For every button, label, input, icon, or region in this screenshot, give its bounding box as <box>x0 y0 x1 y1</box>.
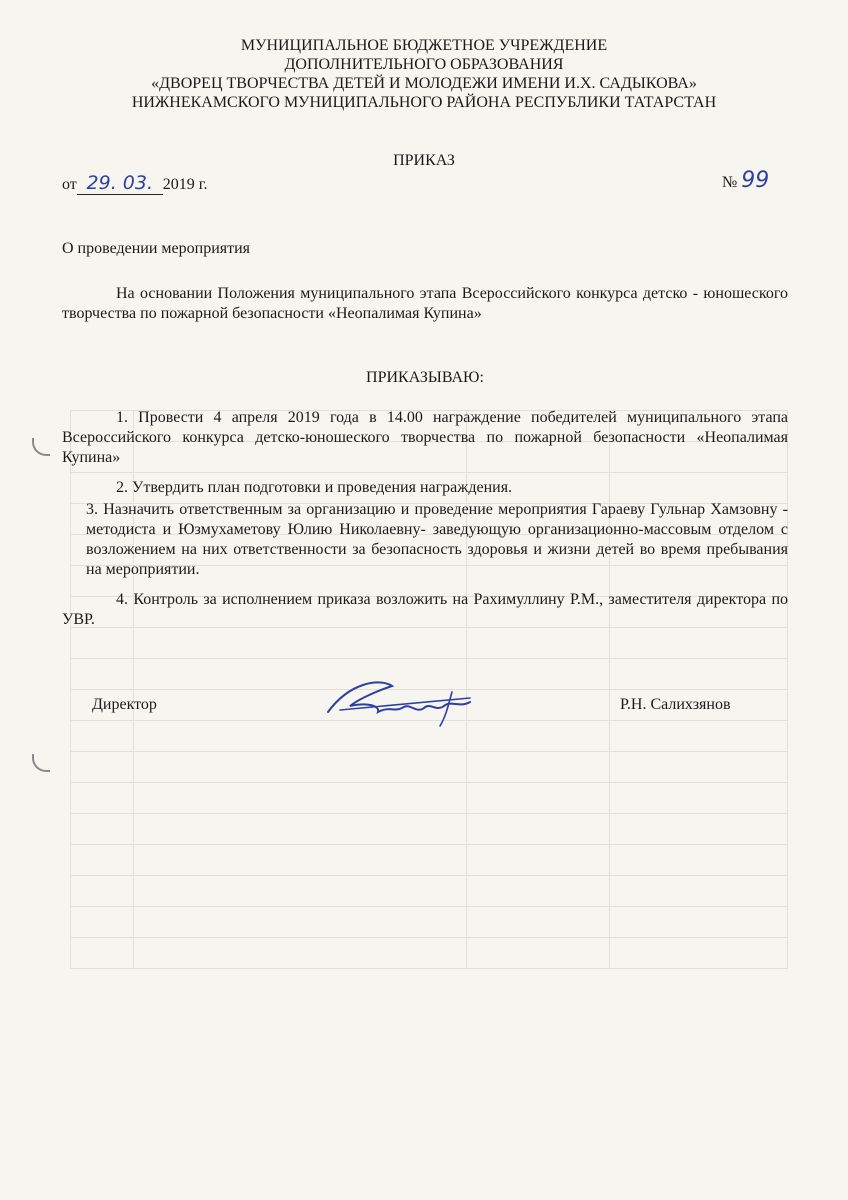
date-prefix: от <box>62 176 77 193</box>
signatory-name: Р.Н. Салихзянов <box>620 696 731 713</box>
order-item-3: 3. Назначить ответственным за организацию и проведение мероприятия Гараеву Гульнар Хамзовну - методиста и Юзмухаметову Юлию Николаевну- заведующую организационно-массовым отделом с возложением на них ответственности за безопасность здоровья и жизни детей во время пребывания на мероприятии. <box>86 501 788 578</box>
letterhead-line-3: «ДВОРЕЦ ТВОРЧЕСТВА ДЕТЕЙ И МОЛОДЕЖИ ИМЕНИ И.Х. САДЫКОВА» <box>151 75 697 92</box>
handwritten-date: 29. 03. <box>86 172 154 194</box>
signatory-role: Директор <box>92 696 157 713</box>
date-suffix: 2019 г. <box>162 176 208 193</box>
order-item-4: 4. Контроль за исполнением приказа возложить на Рахимуллину Р.М., заместителя директора по УВР. <box>62 591 788 628</box>
punch-hole-bottom <box>32 754 50 772</box>
order-basis: На основании Положения муниципального этапа Всероссийского конкурса детско - юношеского творчества по пожарной безопасности «Неопалимая Купина» <box>62 285 788 322</box>
letterhead <box>60 36 788 112</box>
order-item-2: 2. Утвердить план подготовки и проведения награждения. <box>116 479 513 496</box>
order-date <box>62 172 208 195</box>
handwritten-number: 99 <box>741 168 770 193</box>
document-title: ПРИКАЗ <box>393 152 455 169</box>
letterhead-line-4: НИЖНЕКАМСКОГО МУНИЦИПАЛЬНОГО РАЙОНА РЕСПУБЛИКИ ТАТАРСТАН <box>131 94 717 111</box>
number-prefix: № <box>722 174 738 191</box>
handwritten-signature <box>320 672 480 732</box>
letterhead-line-1: МУНИЦИПАЛЬНОЕ БЮДЖЕТНОЕ УЧРЕЖДЕНИЕ <box>240 37 608 54</box>
order-number <box>722 168 769 193</box>
punch-hole-top <box>32 438 50 456</box>
order-item-1: 1. Провести 4 апреля 2019 года в 14.00 награждение победителей муниципального этапа Всероссийского конкурса детско-юношеского творчества по пожарной безопасности «Неопалимая Купина» <box>62 409 788 466</box>
order-directive: ПРИКАЗЫВАЮ: <box>366 369 484 386</box>
letterhead-line-2: ДОПОЛНИТЕЛЬНОГО ОБРАЗОВАНИЯ <box>284 56 564 73</box>
order-subject: О проведении мероприятия <box>62 240 251 257</box>
